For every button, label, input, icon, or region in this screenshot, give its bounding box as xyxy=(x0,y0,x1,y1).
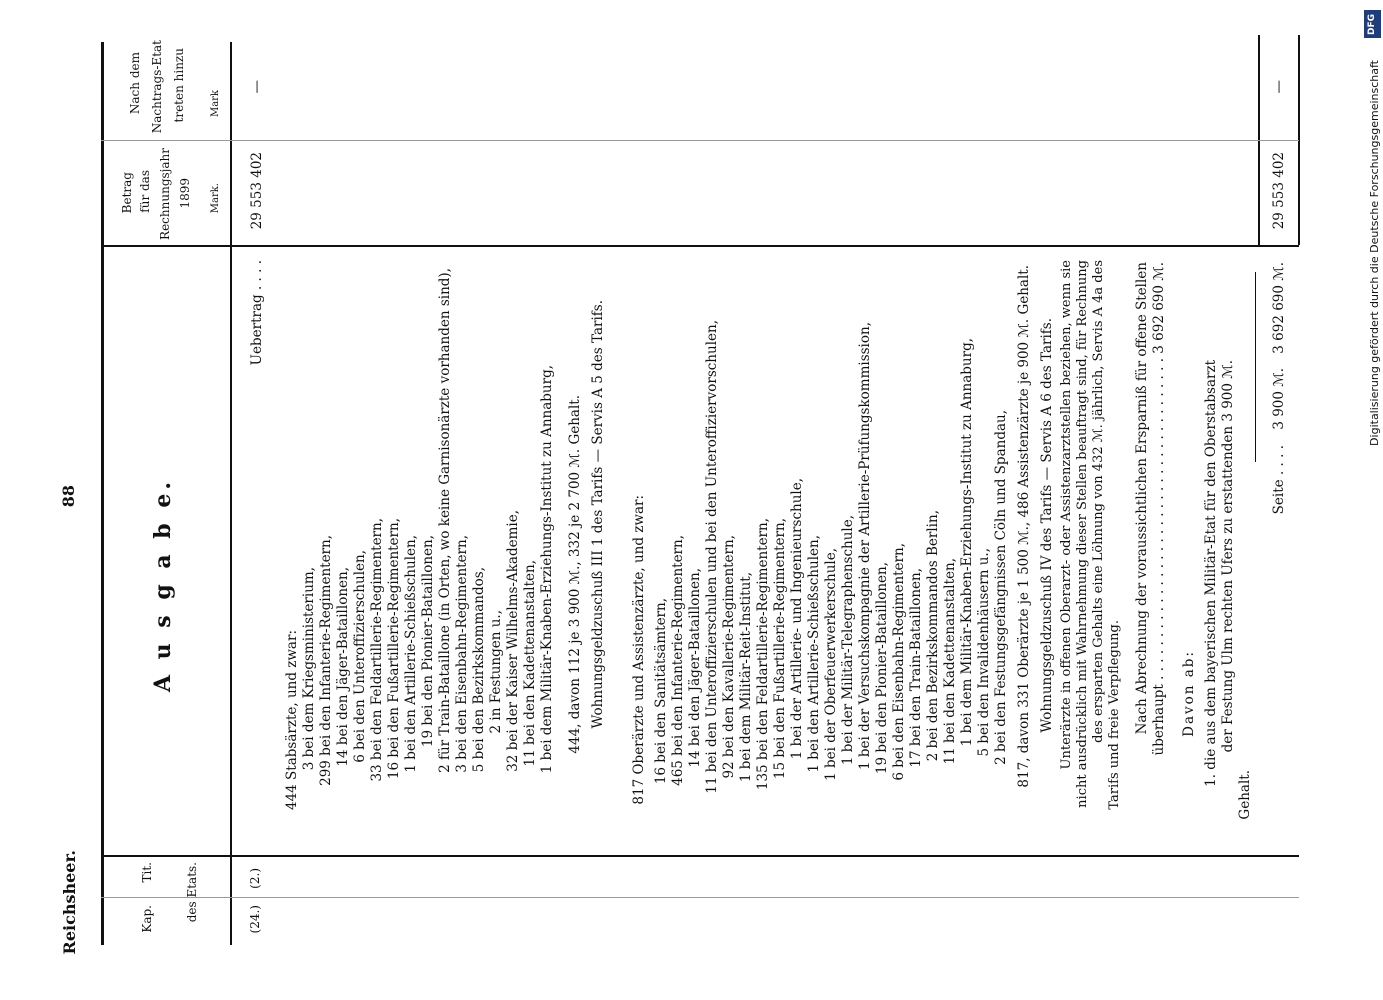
page-number: 88 xyxy=(59,485,78,508)
list-item: 2 für Train-Bataillone (in Orten, wo keine Garnisonärzte vorhanden sind), xyxy=(437,268,453,773)
list-item: 5 bei den Bezirkskommandos, xyxy=(471,567,487,773)
list-item: 3 bei den Eisenbahn-Regimentern, xyxy=(454,535,470,773)
stabsaerzte-header: 444 Stabsärzte, und zwar: xyxy=(284,630,300,811)
list-item: 19 bei den Pionier-Bataillonen, xyxy=(874,562,890,775)
side-note: Digitalisierung gefördert durch die Deutsche Forschungsgemeinschaft xyxy=(1368,60,1381,446)
list-item: 1 bei der Oberfeuerwerkerschule, xyxy=(823,548,839,781)
list-item: 14 bei den Jäger-Bataillonen, xyxy=(687,568,703,768)
nach-unit: Mark xyxy=(210,90,221,118)
list-item: 299 bei den Infanterie-Regimentern, xyxy=(318,535,334,786)
section-title: A u s g a b e. xyxy=(150,478,176,693)
list-item: 11 bei den Unteroffizierschulen und bei den Unteroffiziervorschulen, xyxy=(704,320,720,794)
column-rule-betrag xyxy=(101,245,1299,247)
betrag-line-4: 1899 xyxy=(178,178,192,209)
betrag-unit: Mark. xyxy=(210,183,221,214)
list-item: 33 bei den Feldartillerie-Regimentern, xyxy=(369,518,385,782)
note-line: nicht ausdrücklich mit Wahrnehmung dieser Stellen beauftragt sind, für Rechnung xyxy=(1075,260,1090,808)
list-item: 2 bei den Festungsgefängnissen Cöln und Spandau, xyxy=(993,410,1009,765)
davon-ab-header: Davon ab: xyxy=(1181,650,1197,737)
seite-nach: — xyxy=(1271,80,1287,94)
dfg-logo xyxy=(1364,10,1381,38)
note-line: Unterärzte in offenen Oberarzt- oder Assistenzarztstellen beziehen, wenn sie xyxy=(1059,260,1074,770)
oberaerzte-wohnung: Wohnungsgeldzuschuß IV des Tarifs — Servis A 6 des Tarifs. xyxy=(1039,318,1055,733)
davon-ab-line: der Festung Ulm rechten Ufers zu erstattenden 3 900 ℳ. xyxy=(1220,360,1236,753)
list-item: 17 bei den Train-Bataillonen, xyxy=(908,568,924,768)
list-item: 32 bei der Kaiser Wilhelms-Akademie, xyxy=(505,510,521,772)
col-kap-header: Kap. xyxy=(140,905,154,933)
running-title: Reichsheer. xyxy=(60,850,79,955)
list-item: 135 bei den Feldartillerie-Regimentern, xyxy=(755,518,771,791)
row-kap: (24.) xyxy=(248,905,262,934)
abrechnung-line: Nach Abrechnung der voraussichtlichen Ersparniß für offene Stellen xyxy=(1134,262,1150,735)
list-item: 15 bei den Fußartillerie-Regimentern, xyxy=(772,518,788,780)
seite-value-1: 3 900 ℳ. xyxy=(1271,368,1287,430)
list-item: 2 bei den Bezirkskommandos Berlin, xyxy=(925,510,941,762)
nach-line-3: treten hinzu xyxy=(172,48,186,123)
list-item: 1 bei den Artillerie-Schießschulen, xyxy=(806,535,822,773)
list-item: 14 bei den Jäger-Bataillonen, xyxy=(335,567,351,767)
list-item: 92 bei den Kavallerie-Regimentern, xyxy=(721,535,737,779)
list-item: 19 bei den Pionier-Bataillonen, xyxy=(420,535,436,748)
list-item: 2 in Festungen u., xyxy=(488,610,504,734)
uebertrag-label: Uebertrag . . . . xyxy=(249,260,265,366)
dfg-logo-text: DFG xyxy=(1367,14,1377,36)
list-item: 1 bei dem Militär-Reit-Institut, xyxy=(738,572,754,783)
stabsaerzte-wohnung: Wohnungsgeldzuschuß III 1 des Tarifs — Servis A 5 des Tarifs. xyxy=(590,300,606,729)
abrechnung-line: überhaupt . . . . . . . . . . . . . . . . . . . . . . . . . . . . . . . . . . . . . . 3 692 690 ℳ. xyxy=(1151,262,1167,756)
betrag-line-1: Betrag xyxy=(120,172,134,214)
column-rule-text xyxy=(101,855,1299,857)
list-item: 11 bei den Kadettenanstalten, xyxy=(522,560,538,767)
list-item: 1 bei den Artillerie-Schießschulen, xyxy=(403,535,419,773)
betrag-line-3: Rechnungsjahr xyxy=(158,148,172,240)
list-item: 1 bei der Versuchskompagnie der Artillerie-Prüfungskommission, xyxy=(857,322,873,770)
list-item: 1 bei der Militär-Telegraphenschule, xyxy=(840,515,856,766)
column-rule-kap xyxy=(101,897,1299,898)
list-item: 465 bei den Infanterie-Regimentern, xyxy=(670,535,686,786)
note-line: des ersparten Gehalts eine Löhnung von 432 ℳ. jährlich, Servis A 4a des xyxy=(1091,260,1106,743)
sum-rule xyxy=(1255,272,1256,462)
table-left-border xyxy=(101,42,104,945)
list-item: 5 bei den Invalidenhäusern u., xyxy=(976,548,992,757)
list-item: 6 bei den Unteroffizierschulen, xyxy=(352,550,368,763)
list-item: 1 bei der Artillerie- und Ingenieurschule, xyxy=(789,478,805,760)
list-item: 16 bei den Sanitätsämtern, xyxy=(653,598,669,785)
betrag-line-2: für das xyxy=(138,170,152,213)
nach-line-2: Nachtrags-Etat xyxy=(150,40,164,134)
davon-ab-line: Gehalt. xyxy=(1237,770,1253,820)
list-item: 1 bei dem Militär-Knaben-Erziehungs-Institut zu Annaburg, xyxy=(959,338,975,747)
list-item: 16 bei den Fußartillerie-Regimentern, xyxy=(386,518,402,780)
column-rule-nach xyxy=(101,140,1299,141)
header-separator xyxy=(230,42,232,945)
uebertrag-nach: — xyxy=(249,80,265,94)
seite-value-2: 3 692 690 ℳ. xyxy=(1271,262,1287,354)
stabsaerzte-davon: 444, davon 112 je 3 900 ℳ., 332 je 2 700 ℳ. Gehalt. xyxy=(567,395,583,754)
nach-line-1: Nach dem xyxy=(128,52,142,115)
col-des-etats-header: des Etats. xyxy=(185,862,199,923)
davon-ab-line: 1. die aus dem bayerischen Militär-Etat für den Oberstabsarzt xyxy=(1203,360,1219,787)
oberaerzte-davon: 817, davon 331 Oberärzte je 1 500 ℳ., 486 Assistenzärzte je 900 ℳ. Gehalt. xyxy=(1016,265,1032,788)
list-item: 6 bei den Eisenbahn-Regimentern, xyxy=(891,543,907,781)
list-item: 1 bei dem Militär-Knaben-Erziehungs-Institut zu Annaburg, xyxy=(539,365,555,774)
list-item: 3 bei dem Kriegsministerium, xyxy=(301,567,317,771)
note-line: Tarifs und freie Verpflegung. xyxy=(1107,620,1122,810)
col-tit-header: Tit. xyxy=(140,862,154,883)
list-item: 11 bei den Kadettenanstalten, xyxy=(942,558,958,765)
uebertrag-betrag: 29 553 402 xyxy=(249,152,265,230)
row-tit: (2.) xyxy=(248,868,262,889)
oberaerzte-header: 817 Oberärzte und Assistenzärzte, und zwar: xyxy=(631,495,647,805)
seite-betrag: 29 553 402 xyxy=(1271,152,1287,230)
seite-label: Seite . . . . xyxy=(1271,445,1287,515)
